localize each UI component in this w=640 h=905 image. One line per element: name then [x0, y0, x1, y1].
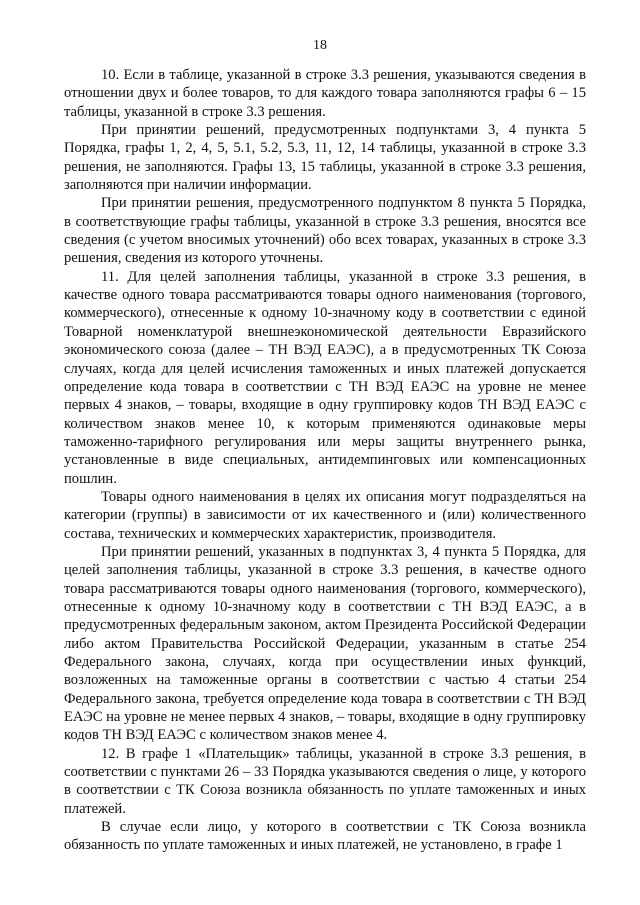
- document-body: [64, 66, 586, 855]
- paragraph-payer-not-established: В случае если лицо, у которого в соответствии с ТК Союза возникла обязанность по уплате таможенных и иных платежей, не установлено, в графе 1: [64, 819, 586, 854]
- paragraph-11: 11. Для целей заполнения таблицы, указанной в строке 3.3 решения, в качестве одного товара рассматриваются товары одного наименования (торгового, коммерческого), отнесенные к одному 10-значному коду в соответствии с единой Товарной номенклатурой внешнеэкономической деятельности Евразийского экономического союза (далее – ТН ВЭД ЕАЭС), а в предусмотренных ТК Союза случаях, когда для целей исчисления таможенных и иных платежей допускается определение кода товара в соответствии с ТН ВЭД ЕАЭС на уровне не менее первых 4 знаков, – товары, входящие в одну группировку кодов ТН ВЭД ЕАЭС с количеством знаков менее 10, к которым применяются одинаковые меры таможенно-тарифного регулирования или меры защиты внутреннего рынка, установленные в виде специальных, антидемпинговых или компенсационных пошлин.: [64, 268, 586, 487]
- paragraph-decision-8: При принятии решения, предусмотренного подпунктом 8 пункта 5 Порядка, в соответствующие графы таблицы, указанной в строке 3.3 решения, вносятся все сведения (с учетом вносимых уточнений) обо всех товарах, указанных в строке 3.3 решения, сведения из которого уточнены.: [64, 195, 586, 267]
- paragraph-10: 10. Если в таблице, указанной в строке 3.3 решения, указываются сведения в отношении двух и более товаров, то для каждого товара заполняются графы 6 – 15 таблицы, указанной в строке 3.3 решения.: [64, 67, 586, 120]
- paragraph-goods-categories: Товары одного наименования в целях их описания могут подразделяться на категории (группы) в зависимости от их качественного и (или) количественного состава, технических и коммерческих характеристик, производителя.: [64, 488, 586, 542]
- paragraph-12: 12. В графе 1 «Плательщик» таблицы, указанной в строке 3.3 решения, в соответствии с пунктами 26 – 33 Порядка указываются сведения о лице, у которого в соответствии с ТК Союза возникла обязанность по уплате таможенных и иных платежей.: [64, 745, 586, 817]
- page-number: 18: [313, 38, 327, 53]
- paragraph-decisions-subpoints: При принятии решений, указанных в подпунктах 3, 4 пункта 5 Порядка, для целей заполнения таблицы, указанной в строке 3.3 решения, в качестве одного товара рассматриваются товары одного наименования (торгового, коммерческого), отнесенные к одному 10-значному коду в соответствии с ТН ВЭД ЕАЭС, а в предусмотренных федеральным законом, актом Президента Российской Федерации либо актом Правительства Российской Федерации, указанным в статье 254 Федерального закона, случаях, когда при осуществлении иных функций, возложенных на таможенные органы в соответствии с частью 4 статьи 254 Федерального закона, требуется определение кода товара в соответствии с ТН ВЭД ЕАЭС на уровне не менее первых 4 знаков, – товары, входящие в одну группировку кодов ТН ВЭД ЕАЭС с количеством знаков менее 4.: [64, 543, 586, 744]
- paragraph-decisions-3-4: При принятии решений, предусмотренных подпунктами 3, 4 пункта 5 Порядка, графы 1, 2, 4, 5, 5.1, 5.2, 5.3, 11, 12, 14 таблицы, указанной в строке 3.3 решения, не заполняются. Графы 13, 15 таблицы, указанной в строке 3.3 решения, заполняются при наличии информации.: [64, 122, 586, 194]
